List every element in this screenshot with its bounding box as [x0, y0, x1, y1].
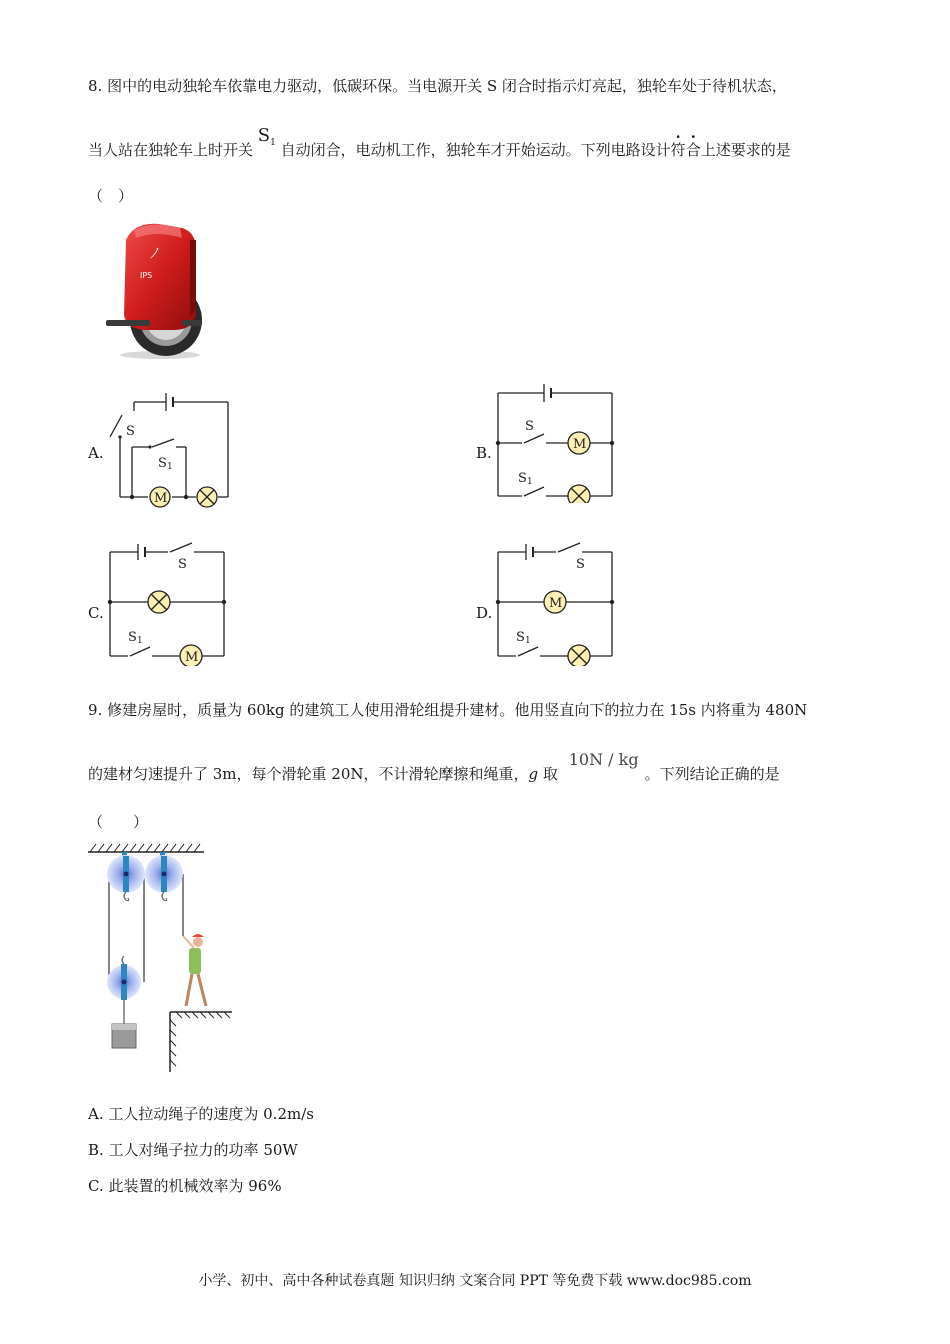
q9-line1: 9. 修建房屋时，质量为 60kg 的建筑工人使用滑轮组提升建材。他用竖直向下的拉力在 15s 内将重为 480N [88, 701, 808, 719]
unicycle-image [104, 220, 216, 360]
d-s-label: S [576, 557, 585, 572]
q9-line2 [88, 750, 780, 784]
q9-bracket: （ ） [88, 813, 149, 831]
d-s1-sub: 1 [525, 636, 531, 646]
q8-line1: 8. 图中的电动独轮车依靠电力驱动，低碳环保。当电源开关 S 闭合时指示灯亮起，独轮车处于待机状态， [88, 77, 787, 95]
q8-line2-part-c: 上述要求的是 [700, 141, 791, 159]
q8-line2-part-b: 自动闭合，电动机工作，独轮车才开始运动。下列电路设计 [280, 141, 671, 159]
option-c-label: C. [88, 604, 104, 622]
a-s1-label: S [158, 456, 167, 471]
q8-line2 [88, 125, 791, 167]
c-s-label: S [178, 557, 187, 572]
page-footer: 小学、初中、高中各种试卷真题 知识归纳 文案合同 PPT 等免费下载 www.doc985.com [198, 1273, 752, 1289]
q9-line2-part-a: 的建材匀速提升了 3m，每个滑轮重 20N，不计滑轮摩擦和绳重， [88, 765, 529, 783]
q8-bracket: （ ） [88, 187, 134, 205]
a-s-label: S [126, 424, 135, 439]
q9-g-symbol: g [528, 765, 539, 783]
pulley-system-figure [86, 836, 238, 1076]
b-s-label: S [525, 419, 534, 434]
circuit-b [490, 378, 620, 503]
b-motor-label: M [573, 437, 587, 452]
d-s1-label: S [516, 630, 525, 645]
c-s1-sub: 1 [137, 636, 143, 646]
q8-emph-char-1: 符 [670, 141, 686, 159]
q9-line2-part-c: 。下列结论正确的是 [644, 765, 780, 783]
q8-s1-label: S [257, 125, 271, 146]
a-s1-sub: 1 [167, 462, 173, 472]
b-s1-label: S [518, 471, 527, 486]
option-d-label: D. [476, 604, 493, 622]
q8-s1-sub: 1 [270, 138, 276, 148]
option-b-label: B. [476, 444, 492, 462]
option-a-label: A. [88, 444, 104, 462]
svg-text:ﾉ: ﾉ [150, 246, 157, 262]
q9-choice-a: A. 工人拉动绳子的速度为 0.2m/s [88, 1105, 314, 1123]
q9-choice-c: C. 此装置的机械效率为 96% [88, 1177, 282, 1195]
q9-line2-part-b: 取 [538, 765, 558, 783]
c-motor-label: M [185, 650, 199, 665]
circuit-c [102, 536, 232, 666]
c-s1-label: S [128, 630, 137, 645]
b-s1-sub: 1 [527, 477, 533, 487]
q9-choice-b: B. 工人对绳子拉力的功率 50W [88, 1141, 298, 1159]
q8-line2-part-a: 当人站在独轮车上时开关 [88, 141, 254, 159]
d-motor-label: M [549, 596, 563, 611]
a-motor-label: M [154, 491, 168, 506]
unicycle-brand-text: IPS [140, 271, 153, 280]
q9-g-value: 10N / kg [568, 750, 639, 769]
q8-emph-char-2: 合 [685, 141, 701, 159]
circuit-d [490, 536, 620, 666]
circuit-a [100, 385, 240, 510]
